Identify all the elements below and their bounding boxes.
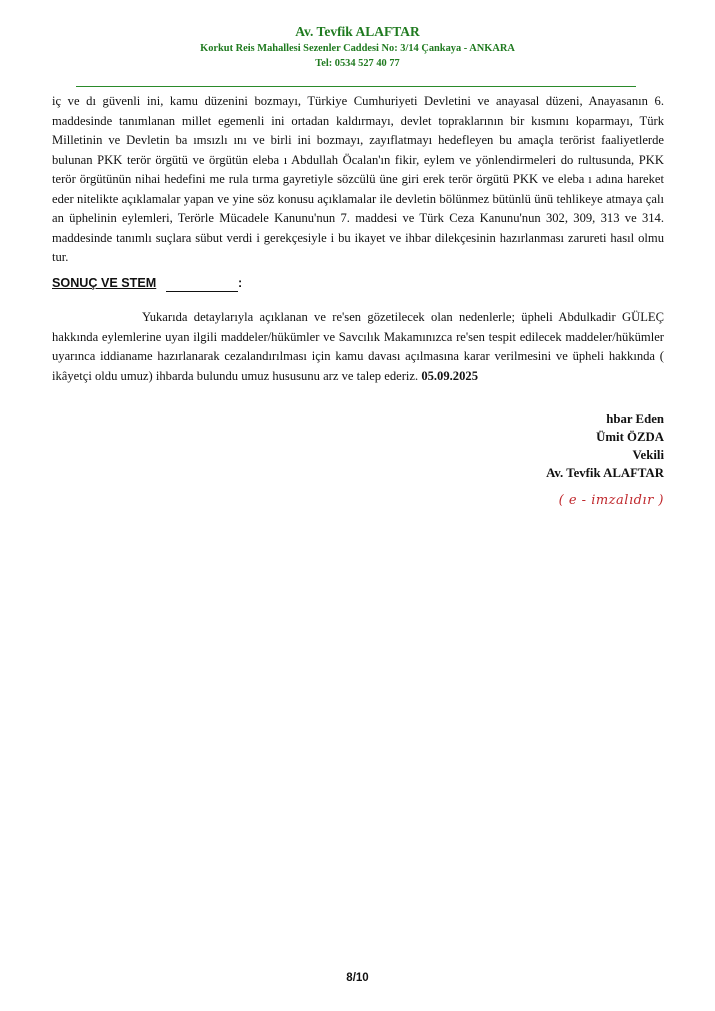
signature-capacity: Vekili: [632, 448, 664, 462]
letterhead-name: Av. Tevfik ALAFTAR: [295, 24, 420, 39]
e-signature-note: ( e - imzalıdır ): [558, 493, 664, 508]
document-date: 05.09.2025: [421, 368, 478, 383]
section-colon: :: [238, 276, 243, 290]
section-title: SONUÇ VE STEM: [52, 276, 157, 290]
body-paragraph-2: [52, 308, 664, 386]
page-number: 8/10: [346, 972, 369, 984]
letterhead-address: Korkut Reis Mahallesi Sezenler Caddesi No: 3/14 Çankaya - ANKARA: [200, 43, 515, 54]
signature-role: hbar Eden: [606, 412, 664, 426]
signature-client: Ümit ÖZDA: [596, 430, 664, 444]
letterhead-phone: Tel: 0534 527 40 77: [315, 58, 400, 69]
body-paragraph-1: iç ve dı güvenli ini, kamu düzenini bozmayı, Türkiye Cumhuriyeti Devletini ve anayasal düzeni, Anayasanın 6. maddesinde tanımlanan millet egemenli ini ortadan kaldırmayı, devlet topraklarının bir kısmını koparmayı, Türk Milletinin ve Devletin ba ımsızlı ını ve birli ini bozmayı, zayıflatmayı hedefleyen bu amaçla terörist faaliyetlerde bulunan PKK terör örgütü ve örgütün eleba ı Abdullah Öcalan'ın fikir, eylem ve yönlendirmeleri do rultusunda, PKK terör örgütünün nihai hedefini me rula tırma gayretiyle sözcülü üne giri erek terör örgütü PKK ve eleba ı adına hareket eder nitelikte açıklamalar yapan ve yine söz konusu açıklamalar ile devletin bölünmez bütünlü ünü tehlikeye atmaya çalı an üphelinin eylemleri, Terörle Mücadele Kanunu'nun 7. maddesi ve Türk Ceza Kanunu'nun 302, 309, 313 ve 314. maddesinde tanımlı suçlara sübut verdi i gerekçesiyle i bu ikayet ve ihbar dilekçesinin hazırlanması zarureti hasıl olmu tur.: [52, 94, 664, 264]
section-title-underline: [166, 291, 238, 292]
header-divider: [76, 86, 636, 87]
request-text: Yukarıda detaylarıyla açıklanan ve re'sen gözetilecek olan nedenlerle; üpheli Abdulkadir GÜLEÇ hakkında eylemlerine uyan ilgili maddeler/hükümler ve Savcılık Makamınızca re'sen tespit edilecek maddeler/hükümler uyarınca iddianame hazırlanarak cezalandırılması için kamu davası açılmasına karar verilmesini ve üpheli hakkında ( ikâyetçi oldu umuz) ihbarda bulundu umuz hususunu arz ve talep ederiz.: [52, 310, 664, 383]
signature-attorney: Av. Tevfik ALAFTAR: [546, 466, 664, 480]
